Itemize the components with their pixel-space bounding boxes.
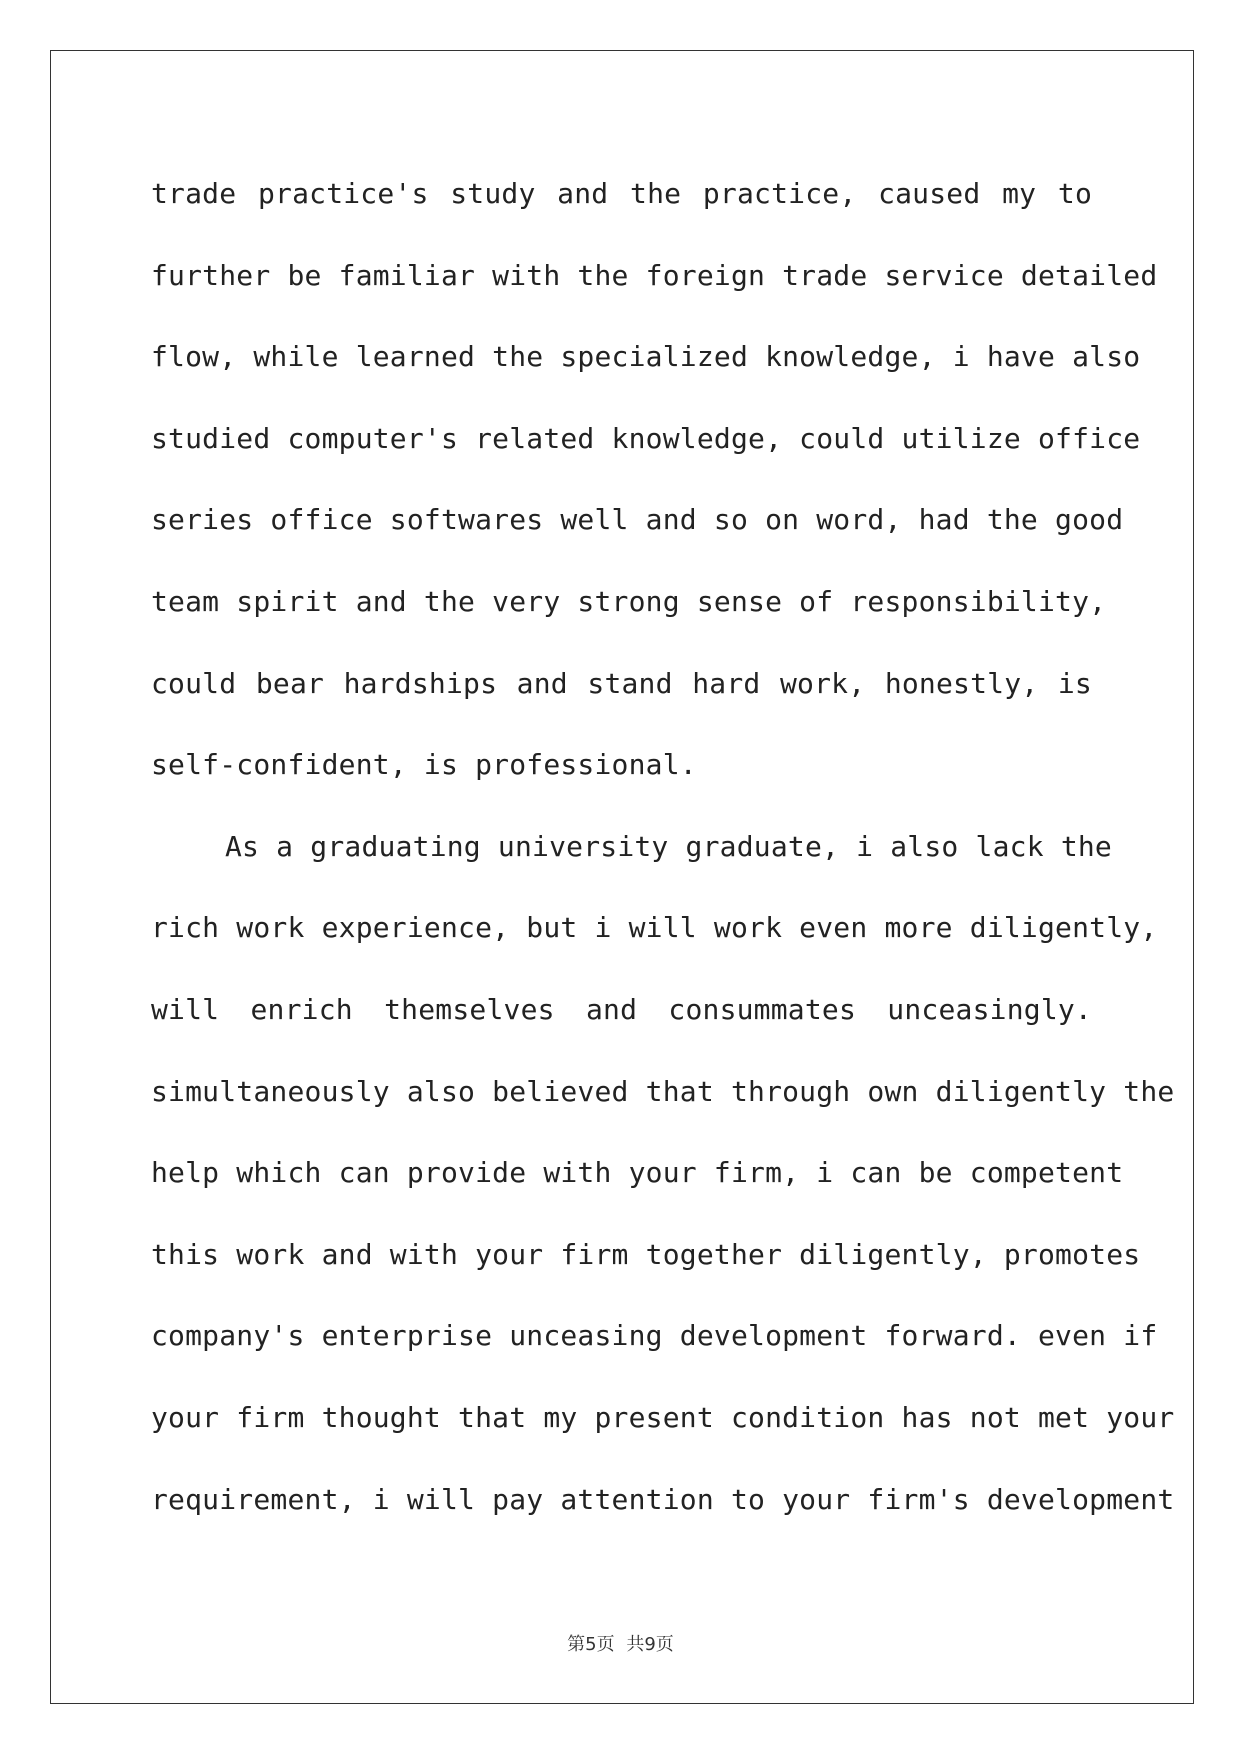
text-line: will enrich themselves and consummates unceasingly.	[151, 992, 1092, 1026]
text-line: requirement, i will pay attention to your firm's development	[151, 1482, 1175, 1516]
text-line: company's enterprise unceasing development forward. even if	[151, 1319, 1158, 1353]
document-body	[151, 160, 1175, 1547]
page-number-footer: 第5页 共9页	[567, 1634, 674, 1655]
text-line: self-confident, is professional.	[151, 748, 697, 782]
text-line: your firm thought that my present condition has not met your	[151, 1400, 1175, 1434]
text-line: help which can provide with your firm, i can be competent	[151, 1156, 1124, 1190]
text-line: team spirit and the very strong sense of responsibility,	[151, 584, 1107, 618]
text-line: flow, while learned the specialized knowledge, i have also	[151, 340, 1141, 374]
text-line: studied computer's related knowledge, could utilize office	[151, 421, 1141, 455]
text-line: could bear hardships and stand hard work, honestly, is	[151, 666, 1092, 700]
text-line: trade practice's study and the practice, caused my to	[151, 177, 1092, 210]
text-line: rich work experience, but i will work even more diligently,	[151, 911, 1158, 945]
text-line: further be familiar with the foreign trade service detailed	[151, 258, 1158, 292]
text-line: series office softwares well and so on word, had the good	[151, 503, 1124, 537]
text-line: this work and with your firm together diligently, promotes	[151, 1237, 1141, 1271]
paragraph-first-line: As a graduating university graduate, i also lack the	[225, 829, 1112, 863]
text-line: simultaneously also believed that through own diligently the	[151, 1074, 1175, 1108]
